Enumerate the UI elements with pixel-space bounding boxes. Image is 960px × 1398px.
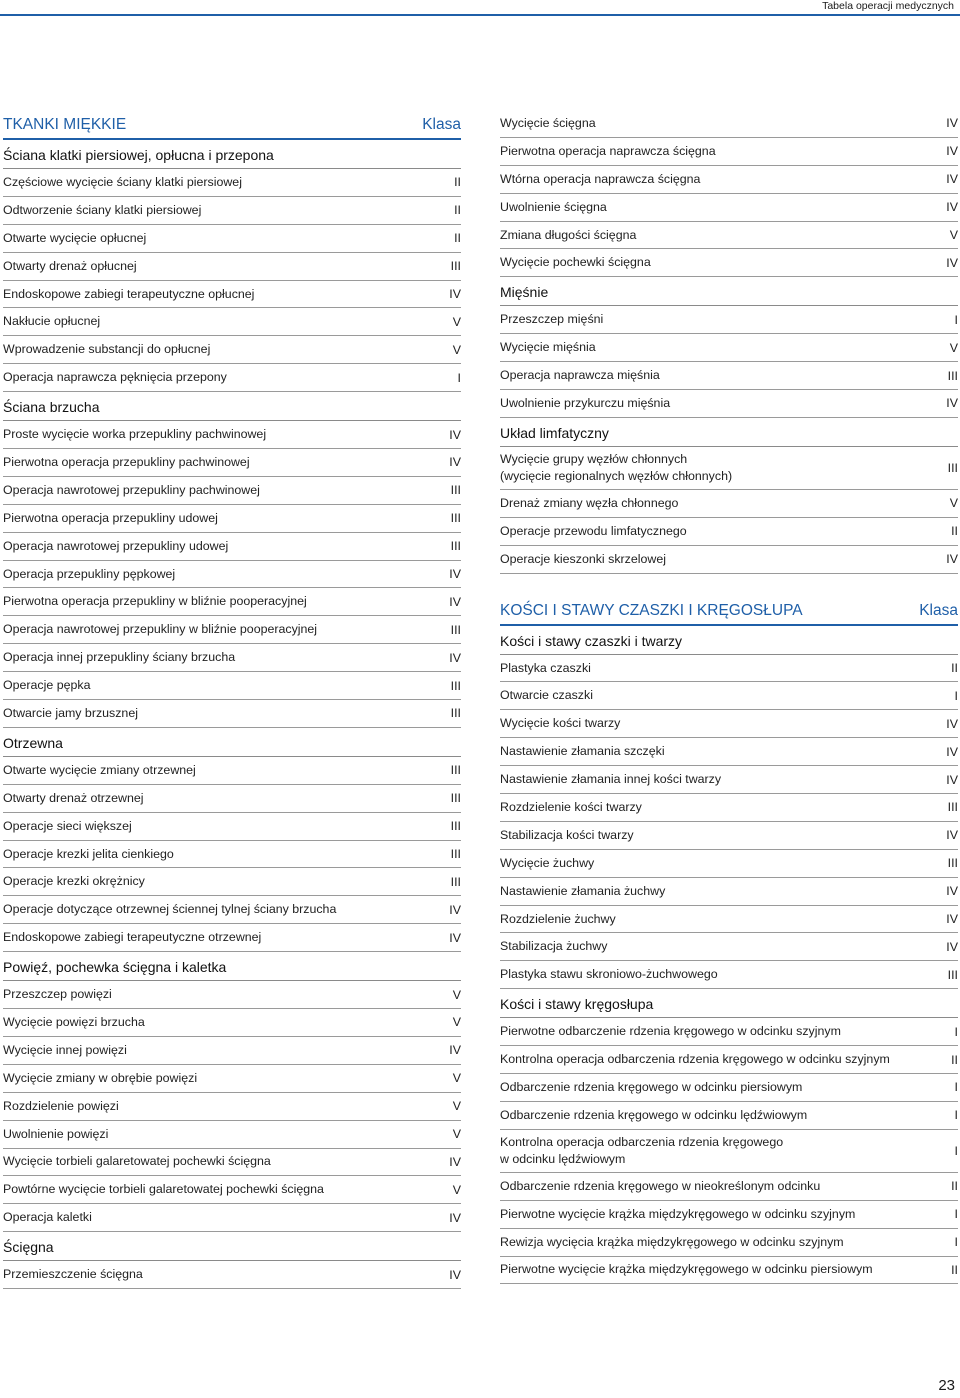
operation-name: Pierwotna operacja naprawcza ścięgna [500, 143, 716, 158]
table-row [3, 308, 461, 336]
table-row [3, 253, 461, 281]
section-title-text: KOŚCI I STAWY CZASZKI I KRĘGOSŁUPA [500, 601, 803, 619]
operation-class: I [954, 1024, 958, 1039]
klasa-header: Klasa [422, 116, 461, 133]
operation-name: Wprowadzenie substancji do opłucnej [3, 342, 211, 357]
operation-class: IV [946, 884, 958, 899]
operation-class: II [454, 175, 461, 190]
operation-class: II [951, 1179, 958, 1194]
operation-class: IV [946, 939, 958, 954]
table-row [500, 110, 958, 138]
operation-name: Wycięcie ścięgna [500, 115, 596, 130]
table-row [3, 477, 461, 505]
table-row [3, 672, 461, 700]
operation-class: IV [449, 567, 461, 582]
operation-name: Operacja naprawcza mięśnia [500, 368, 660, 383]
operation-class: IV [449, 1043, 461, 1058]
table-row [3, 421, 461, 449]
subsection-heading: Mięśnie [500, 277, 958, 306]
operation-name: Uwolnienie ścięgna [500, 199, 607, 214]
table-row [500, 1130, 958, 1173]
operation-name: Operacja nawrotowej przepukliny w bliźnie pooperacyjnej [3, 622, 318, 637]
operation-class: II [951, 524, 958, 539]
operation-name: Pierwotna operacja przepukliny pachwinowej [3, 454, 250, 469]
operation-name: Operacja nawrotowej przepukliny pachwinowej [3, 482, 260, 497]
table-row [3, 561, 461, 589]
operation-name: Plastyka czaszki [500, 660, 591, 675]
table-row [3, 1065, 461, 1093]
operation-class: III [947, 368, 958, 383]
operation-name: Przemieszczenie ścięgna [3, 1267, 143, 1282]
operation-name: Plastyka stawu skroniowo-żuchwowego [500, 967, 718, 982]
operation-name: Zmiana długości ścięgna [500, 227, 637, 242]
operation-class: IV [946, 116, 958, 131]
operation-class: III [450, 678, 461, 693]
table-row [500, 933, 958, 961]
operation-name: Operacje sieci większej [3, 818, 132, 833]
table-row [500, 490, 958, 518]
table-row [3, 700, 461, 728]
operation-class: IV [449, 930, 461, 945]
operation-class: IV [449, 650, 461, 665]
operation-class: IV [449, 455, 461, 470]
operation-class: IV [946, 716, 958, 731]
subsection-heading: Powięź, pochewka ścięgna i kaletka [3, 952, 461, 981]
operation-class: V [949, 496, 958, 511]
header-bar [0, 0, 960, 16]
operation-class: III [450, 791, 461, 806]
operation-name: Operacja kaletki [3, 1210, 92, 1225]
operation-name: Częściowe wycięcie ściany klatki piersiowej [3, 174, 242, 189]
operation-name: Nastawienie złamania innej kości twarzy [500, 772, 722, 787]
operation-class: IV [449, 1210, 461, 1225]
table-row [500, 390, 958, 418]
table-row [500, 878, 958, 906]
table-row [500, 334, 958, 362]
operation-class: II [454, 203, 461, 218]
operation-name: Operacje krezki jelita cienkiego [3, 846, 174, 861]
operation-name: Odtworzenie ściany klatki piersiowej [3, 202, 202, 217]
operation-name: Rozdzielenie powięzi [3, 1098, 119, 1113]
operation-class: III [450, 763, 461, 778]
table-row [3, 588, 461, 616]
operation-class: V [452, 1182, 461, 1197]
right-groups-a [500, 277, 958, 573]
operation-class: IV [946, 200, 958, 215]
table-row [500, 682, 958, 710]
table-row [3, 1204, 461, 1232]
table-row [3, 505, 461, 533]
table-row [500, 655, 958, 683]
operation-class: V [452, 1071, 461, 1086]
operation-class: IV [946, 552, 958, 567]
table-row [3, 644, 461, 672]
operation-class: III [450, 706, 461, 721]
operation-name: Operacje kieszonki skrzelowej [500, 551, 666, 566]
table-row [3, 449, 461, 477]
operation-name: Pierwotne wycięcie krążka międzykręgowego w odcinku piersiowym [500, 1262, 873, 1277]
operation-name: Operacje przewodu limfatycznego [500, 523, 687, 538]
operation-name: Operacja przepukliny pępkowej [3, 566, 176, 581]
operation-class: IV [449, 1154, 461, 1169]
table-row [500, 961, 958, 989]
table-row [3, 169, 461, 197]
operation-class: III [947, 460, 958, 475]
operation-class: IV [449, 1267, 461, 1282]
operation-name: Operacja nawrotowej przepukliny udowej [3, 538, 229, 553]
operation-name: Otwarcie jamy brzusznej [3, 705, 138, 720]
table-row [3, 533, 461, 561]
operation-name: Wycięcie żuchwy [500, 855, 595, 870]
operation-name: Otwarte wycięcie opłucnej [3, 230, 147, 245]
operation-name: Stabilizacja kości twarzy [500, 827, 634, 842]
section-gap [500, 574, 958, 598]
operation-class: I [954, 688, 958, 703]
subsection-heading: Ściana klatki piersiowej, opłucna i przepona [3, 140, 461, 169]
operation-class: IV [449, 287, 461, 301]
operation-name: Otwarty drenaż otrzewnej [3, 790, 144, 805]
operation-class: I [954, 1080, 958, 1095]
table-row [500, 710, 958, 738]
table-row [3, 225, 461, 253]
table-row [3, 364, 461, 392]
table-row [500, 166, 958, 194]
operation-class: III [450, 259, 461, 274]
operation-name: Wycięcie kości twarzy [500, 716, 621, 731]
table-row [500, 1229, 958, 1257]
table-row [3, 924, 461, 952]
table-row [3, 1261, 461, 1289]
table-row [3, 896, 461, 924]
operation-name: Pierwotna operacja przepukliny w bliźnie pooperacyjnej [3, 594, 307, 609]
table-row [500, 738, 958, 766]
operation-class: III [450, 622, 461, 637]
subsection-heading: Układ limfatyczny [500, 418, 958, 447]
table-row [3, 336, 461, 364]
operation-name: Nastawienie złamania szczęki [500, 744, 665, 759]
section-title-text: TKANKI MIĘKKIE [3, 116, 127, 133]
operation-class: I [954, 312, 958, 327]
table-row [3, 868, 461, 896]
operation-class: V [949, 340, 958, 355]
table-row [3, 1176, 461, 1204]
subsection-heading: Ściana brzucha [3, 392, 461, 421]
operation-name: Operacje pępka [3, 678, 91, 693]
operation-name: Przeszczep powięzi [3, 987, 112, 1002]
operation-name: Kontrolna operacja odbarczenia rdzenia kręgowego w odcinku szyjnym [500, 1052, 890, 1067]
table-row [500, 1257, 958, 1285]
section-title-soft-tissue [3, 112, 461, 140]
operation-class: III [450, 847, 461, 862]
header-title: Tabela operacji medycznych [822, 0, 954, 12]
operation-class: III [947, 967, 958, 982]
operation-class: I [954, 1207, 958, 1222]
operation-class: IV [946, 396, 958, 411]
operation-name: Powtórne wycięcie torbieli galaretowatej pochewki ścięgna [3, 1182, 324, 1197]
table-row [500, 138, 958, 166]
operation-name: Rewizja wycięcia krążka międzykręgowego w odcinku szyjnym [500, 1234, 844, 1249]
operation-class: III [450, 539, 461, 554]
operation-name: Pierwotne odbarczenie rdzenia kręgowego w odcinku szyjnym [500, 1024, 841, 1039]
operation-class: V [452, 1015, 461, 1030]
klasa-header: Klasa [919, 601, 958, 619]
operation-name: Wycięcie mięśnia [500, 340, 596, 355]
operation-name: Proste wycięcie worka przepukliny pachwinowej [3, 427, 267, 442]
table-row [500, 822, 958, 850]
operation-name: Pierwotne wycięcie krążka międzykręgowego w odcinku szyjnym [500, 1206, 856, 1221]
operation-class: IV [946, 255, 958, 270]
operation-class: III [947, 856, 958, 871]
table-row [500, 794, 958, 822]
operation-class: V [949, 228, 958, 242]
operation-name: Rozdzielenie żuchwy [500, 911, 616, 926]
operation-name: Uwolnienie powięzi [3, 1126, 109, 1141]
operation-class: V [452, 314, 461, 329]
operation-class: I [954, 1143, 958, 1158]
table-row [3, 197, 461, 225]
operation-class: IV [946, 172, 958, 187]
left-column [3, 112, 461, 1289]
operation-class: I [954, 1235, 958, 1250]
table-row [3, 785, 461, 813]
operation-name: Nastawienie złamania żuchwy [500, 883, 666, 898]
operation-name: Wycięcie powięzi brzucha [3, 1014, 145, 1029]
operation-name: Uwolnienie przykurczu mięśnia [500, 395, 671, 410]
operation-name: Odbarczenie rdzenia kręgowego w nieokreślonym odcinku [500, 1178, 821, 1193]
table-row [3, 1009, 461, 1037]
operation-name: Endoskopowe zabiegi terapeutyczne otrzewnej [3, 930, 262, 945]
left-groups [3, 140, 461, 1289]
table-row [500, 222, 958, 250]
right-top-rows [500, 110, 958, 277]
table-row [500, 1074, 958, 1102]
operation-class: V [452, 1127, 461, 1142]
operation-class: II [454, 231, 461, 246]
table-row [3, 757, 461, 785]
table-row [500, 766, 958, 794]
operation-name: Wycięcie torbieli galaretowatej pochewki ścięgna [3, 1154, 271, 1169]
operation-class: III [450, 819, 461, 834]
operation-class: III [947, 800, 958, 815]
operation-name: Otwarte wycięcie zmiany otrzewnej [3, 762, 196, 777]
table-row [500, 1046, 958, 1074]
table-row [3, 841, 461, 869]
table-row [500, 306, 958, 334]
operation-class: III [450, 511, 461, 526]
table-row [500, 518, 958, 546]
operation-name: Wycięcie pochewki ścięgna [500, 255, 651, 270]
table-row [500, 362, 958, 390]
section-title-bones [500, 598, 958, 626]
operation-name: Rozdzielenie kości twarzy [500, 799, 642, 814]
table-row [3, 1093, 461, 1121]
subsection-heading: Kości i stawy kręgosłupa [500, 989, 958, 1018]
operation-class: III [450, 483, 461, 498]
operation-name: Wycięcie zmiany w obrębie powięzi [3, 1070, 198, 1085]
operation-class: IV [449, 594, 461, 609]
operation-class: II [951, 1052, 958, 1067]
table-row [500, 1173, 958, 1201]
table-row [3, 281, 461, 309]
operation-class: V [452, 1099, 461, 1114]
operation-class: IV [946, 912, 958, 927]
table-row [3, 813, 461, 841]
operation-class: IV [946, 772, 958, 787]
table-row [3, 1037, 461, 1065]
page-number: 23 [938, 1377, 955, 1394]
operation-name: Otwarcie czaszki [500, 688, 593, 703]
operation-class: IV [946, 744, 958, 759]
table-row [3, 1121, 461, 1149]
operation-class: II [951, 1262, 958, 1277]
operation-name: Endoskopowe zabiegi terapeutyczne opłucnej [3, 286, 255, 301]
subsection-heading: Kości i stawy czaszki i twarzy [500, 626, 958, 655]
operation-name: Drenaż zmiany węzła chłonnego [500, 495, 679, 510]
operation-name: Pierwotna operacja przepukliny udowej [3, 510, 218, 525]
operation-name: Operacje krezki okrężnicy [3, 874, 145, 889]
table-row [3, 616, 461, 644]
operation-name: Operacja innej przepukliny ściany brzucha [3, 650, 236, 665]
table-row [500, 249, 958, 277]
operation-class: IV [946, 828, 958, 843]
table-row [500, 906, 958, 934]
operation-name: Nakłucie opłucnej [3, 314, 101, 329]
operation-class: IV [449, 427, 461, 442]
operation-name: Odbarczenie rdzenia kręgowego w odcinku piersiowym [500, 1079, 803, 1094]
table-row [500, 1201, 958, 1229]
operation-class: III [450, 874, 461, 889]
table-row [500, 546, 958, 574]
subsection-heading: Otrzewna [3, 728, 461, 757]
operation-name: Wtórna operacja naprawcza ścięgna [500, 171, 701, 186]
table-row [500, 1018, 958, 1046]
table-row [500, 194, 958, 222]
operation-class: II [951, 661, 958, 676]
operation-name: Stabilizacja żuchwy [500, 939, 608, 954]
operation-class: IV [946, 144, 958, 159]
table-row [3, 981, 461, 1009]
operation-name: Przeszczep mięśni [500, 312, 604, 327]
operation-class: IV [449, 902, 461, 917]
operation-name: Odbarczenie rdzenia kręgowego w odcinku lędźwiowym [500, 1107, 808, 1122]
operation-name: Kontrolna operacja odbarczenia rdzenia kręgowego w odcinku lędźwiowym [500, 1134, 784, 1166]
subsection-heading: Ścięgna [3, 1232, 461, 1261]
operation-name: Wycięcie innej powięzi [3, 1042, 127, 1057]
table-row [500, 850, 958, 878]
right-groups-b [500, 626, 958, 1285]
table-row [500, 447, 958, 490]
operation-class: I [457, 370, 461, 385]
operation-class: V [452, 342, 461, 357]
operation-name: Operacje dotyczące otrzewnej ściennej tylnej ściany brzucha [3, 902, 337, 917]
operation-name: Wycięcie grupy węzłów chłonnych (wycięcie regionalnych węzłów chłonnych) [500, 451, 733, 483]
right-column [500, 110, 958, 1284]
operation-class: I [954, 1108, 958, 1123]
table-row [500, 1102, 958, 1130]
table-row [3, 1149, 461, 1177]
operation-class: V [452, 987, 461, 1002]
operation-name: Otwarty drenaż opłucnej [3, 258, 137, 273]
operation-name: Operacja naprawcza pęknięcia przepony [3, 370, 227, 385]
